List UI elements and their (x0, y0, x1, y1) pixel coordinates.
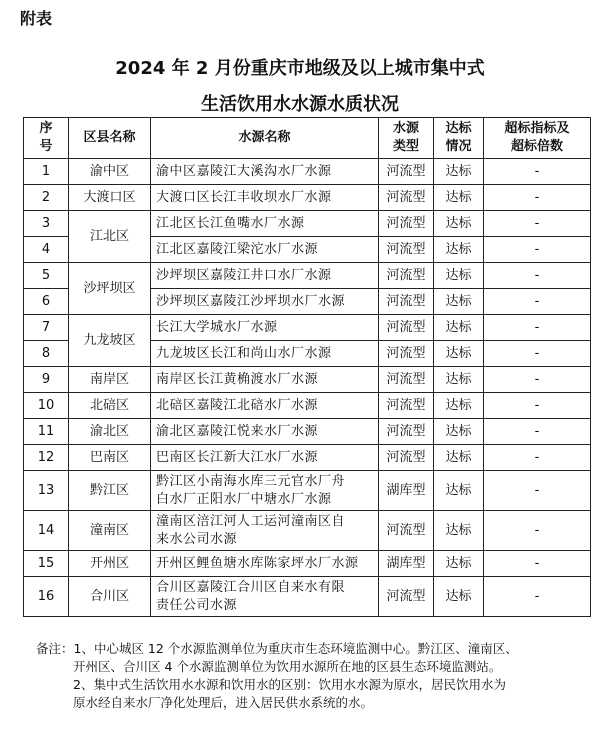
source-line: 潼南区涪江河人工运河潼南区自 (156, 513, 346, 529)
table-row (24, 211, 591, 237)
type-cell: 河流型 (379, 341, 434, 367)
source-line: 白水厂正阳水厂中塘水厂水源 (156, 491, 332, 507)
district-cell: 开州区 (69, 551, 151, 577)
seq-cell: 9 (24, 367, 69, 393)
exceed-cell: - (484, 577, 591, 617)
status-cell: 达标 (434, 551, 484, 577)
exceed-cell: - (484, 419, 591, 445)
table-row (24, 185, 591, 211)
table-row (24, 471, 591, 511)
district-cell: 巴南区 (69, 445, 151, 471)
type-cell: 湖库型 (379, 551, 434, 577)
status-cell: 达标 (434, 419, 484, 445)
exceed-cell: - (484, 289, 591, 315)
exceed-cell: - (484, 393, 591, 419)
note-line: 2、集中式生活饮用水水源和饮用水的区别：饮用水水源为原水，居民饮用水为 (73, 677, 506, 692)
type-cell: 河流型 (379, 511, 434, 551)
status-cell: 达标 (434, 289, 484, 315)
seq-cell: 6 (24, 289, 69, 315)
source-line: 渝中区嘉陵江大溪沟水厂水源 (156, 163, 332, 179)
seq-cell: 7 (24, 315, 69, 341)
exceed-cell: - (484, 211, 591, 237)
type-cell: 河流型 (379, 315, 434, 341)
col-header-district: 区县名称 (69, 118, 151, 159)
source-cell (151, 341, 379, 367)
source-cell (151, 511, 379, 551)
table-row (24, 159, 591, 185)
source-line: 九龙坡区长江和尚山水厂水源 (156, 345, 332, 361)
district-cell: 黔江区 (69, 471, 151, 511)
source-line: 渝北区嘉陵江悦来水厂水源 (156, 423, 319, 439)
table-body (24, 159, 591, 617)
table-row (24, 577, 591, 617)
note-line: 原水经自来水厂净化处理后，进入居民供水系统的水。 (73, 695, 374, 710)
col-header-seq: 序 号 (24, 118, 69, 159)
attachment-label: 附表 (20, 9, 53, 28)
source-line: 沙坪坝区嘉陵江沙坪坝水厂水源 (156, 293, 346, 309)
type-cell: 河流型 (379, 237, 434, 263)
table-row (24, 551, 591, 577)
type-cell: 河流型 (379, 289, 434, 315)
source-cell (151, 315, 379, 341)
seq-cell: 8 (24, 341, 69, 367)
district-cell: 江北区 (69, 211, 151, 263)
source-cell (151, 471, 379, 511)
district-cell: 合川区 (69, 577, 151, 617)
document-title-line-2: 生活饮用水水源水质状况 (201, 94, 399, 115)
table-row (24, 263, 591, 289)
status-cell: 达标 (434, 577, 484, 617)
district-cell: 渝北区 (69, 419, 151, 445)
status-cell: 达标 (434, 185, 484, 211)
exceed-cell: - (484, 263, 591, 289)
col-header-type: 水源 类型 (379, 118, 434, 159)
source-cell (151, 185, 379, 211)
source-line: 江北区长江鱼嘴水厂水源 (156, 215, 305, 231)
district-cell: 潼南区 (69, 511, 151, 551)
status-cell: 达标 (434, 393, 484, 419)
type-cell: 河流型 (379, 159, 434, 185)
source-line: 责任公司水源 (156, 597, 238, 613)
seq-cell: 11 (24, 419, 69, 445)
type-cell: 河流型 (379, 577, 434, 617)
source-line: 黔江区小南海水库三元官水厂舟 (156, 473, 346, 489)
source-line: 沙坪坝区嘉陵江井口水厂水源 (156, 267, 332, 283)
status-cell: 达标 (434, 159, 484, 185)
district-cell: 渝中区 (69, 159, 151, 185)
status-cell: 达标 (434, 341, 484, 367)
seq-cell: 12 (24, 445, 69, 471)
table-row (24, 445, 591, 471)
source-line: 巴南区长江新大江水厂水源 (156, 449, 319, 465)
exceed-cell: - (484, 511, 591, 551)
exceed-cell: - (484, 341, 591, 367)
table-row (24, 393, 591, 419)
source-line: 开州区鲤鱼塘水库陈家坪水厂水源 (156, 555, 359, 571)
status-cell: 达标 (434, 511, 484, 551)
status-cell: 达标 (434, 263, 484, 289)
seq-cell: 5 (24, 263, 69, 289)
seq-cell: 4 (24, 237, 69, 263)
source-cell (151, 419, 379, 445)
type-cell: 湖库型 (379, 471, 434, 511)
type-cell: 河流型 (379, 445, 434, 471)
source-line: 江北区嘉陵江梁沱水厂水源 (156, 241, 319, 257)
district-cell: 九龙坡区 (69, 315, 151, 367)
status-cell: 达标 (434, 237, 484, 263)
type-cell: 河流型 (379, 419, 434, 445)
seq-cell: 14 (24, 511, 69, 551)
seq-cell: 13 (24, 471, 69, 511)
district-cell: 北碚区 (69, 393, 151, 419)
source-cell (151, 367, 379, 393)
source-line: 大渡口区长江丰收坝水厂水源 (156, 189, 332, 205)
col-header-source: 水源名称 (151, 118, 379, 159)
source-cell (151, 263, 379, 289)
table-row (24, 419, 591, 445)
source-line: 合川区嘉陵江合川区自来水有限 (156, 579, 346, 595)
type-cell: 河流型 (379, 211, 434, 237)
source-line: 来水公司水源 (156, 531, 238, 547)
source-cell (151, 445, 379, 471)
source-cell (151, 393, 379, 419)
exceed-cell: - (484, 367, 591, 393)
seq-cell: 3 (24, 211, 69, 237)
status-cell: 达标 (434, 471, 484, 511)
type-cell: 河流型 (379, 185, 434, 211)
document-title-line-1: 2024 年 2 月份重庆市地级及以上城市集中式 (115, 58, 485, 79)
exceed-cell: - (484, 445, 591, 471)
water-quality-table (23, 117, 591, 617)
source-cell (151, 159, 379, 185)
source-cell (151, 237, 379, 263)
district-cell: 南岸区 (69, 367, 151, 393)
exceed-cell: - (484, 551, 591, 577)
source-cell (151, 577, 379, 617)
seq-cell: 10 (24, 393, 69, 419)
source-cell (151, 551, 379, 577)
col-header-exceed: 超标指标及 超标倍数 (484, 118, 591, 159)
exceed-cell: - (484, 185, 591, 211)
col-header-status: 达标 情况 (434, 118, 484, 159)
table-row (24, 367, 591, 393)
table-row (24, 511, 591, 551)
notes (36, 640, 586, 712)
type-cell: 河流型 (379, 393, 434, 419)
seq-cell: 2 (24, 185, 69, 211)
source-cell (151, 289, 379, 315)
status-cell: 达标 (434, 367, 484, 393)
seq-cell: 1 (24, 159, 69, 185)
seq-cell: 16 (24, 577, 69, 617)
source-cell (151, 211, 379, 237)
district-cell: 沙坪坝区 (69, 263, 151, 315)
status-cell: 达标 (434, 445, 484, 471)
exceed-cell: - (484, 159, 591, 185)
district-cell: 大渡口区 (69, 185, 151, 211)
note-line: 开州区、合川区 4 个水源监测单位为饮用水源所在地的区县生态环境监测站。 (73, 659, 502, 674)
exceed-cell: - (484, 237, 591, 263)
source-line: 长江大学城水厂水源 (156, 319, 278, 335)
exceed-cell: - (484, 315, 591, 341)
seq-cell: 15 (24, 551, 69, 577)
status-cell: 达标 (434, 211, 484, 237)
source-line: 北碚区嘉陵江北碚水厂水源 (156, 397, 319, 413)
status-cell: 达标 (434, 315, 484, 341)
source-line: 南岸区长江黄桷渡水厂水源 (156, 371, 319, 387)
type-cell: 河流型 (379, 367, 434, 393)
exceed-cell: - (484, 471, 591, 511)
note-line: 备注：1、中心城区 12 个水源监测单位为重庆市生态环境监测中心。黔江区、潼南区、 (36, 641, 518, 656)
table-row (24, 315, 591, 341)
table-header-row (24, 118, 591, 159)
type-cell: 河流型 (379, 263, 434, 289)
